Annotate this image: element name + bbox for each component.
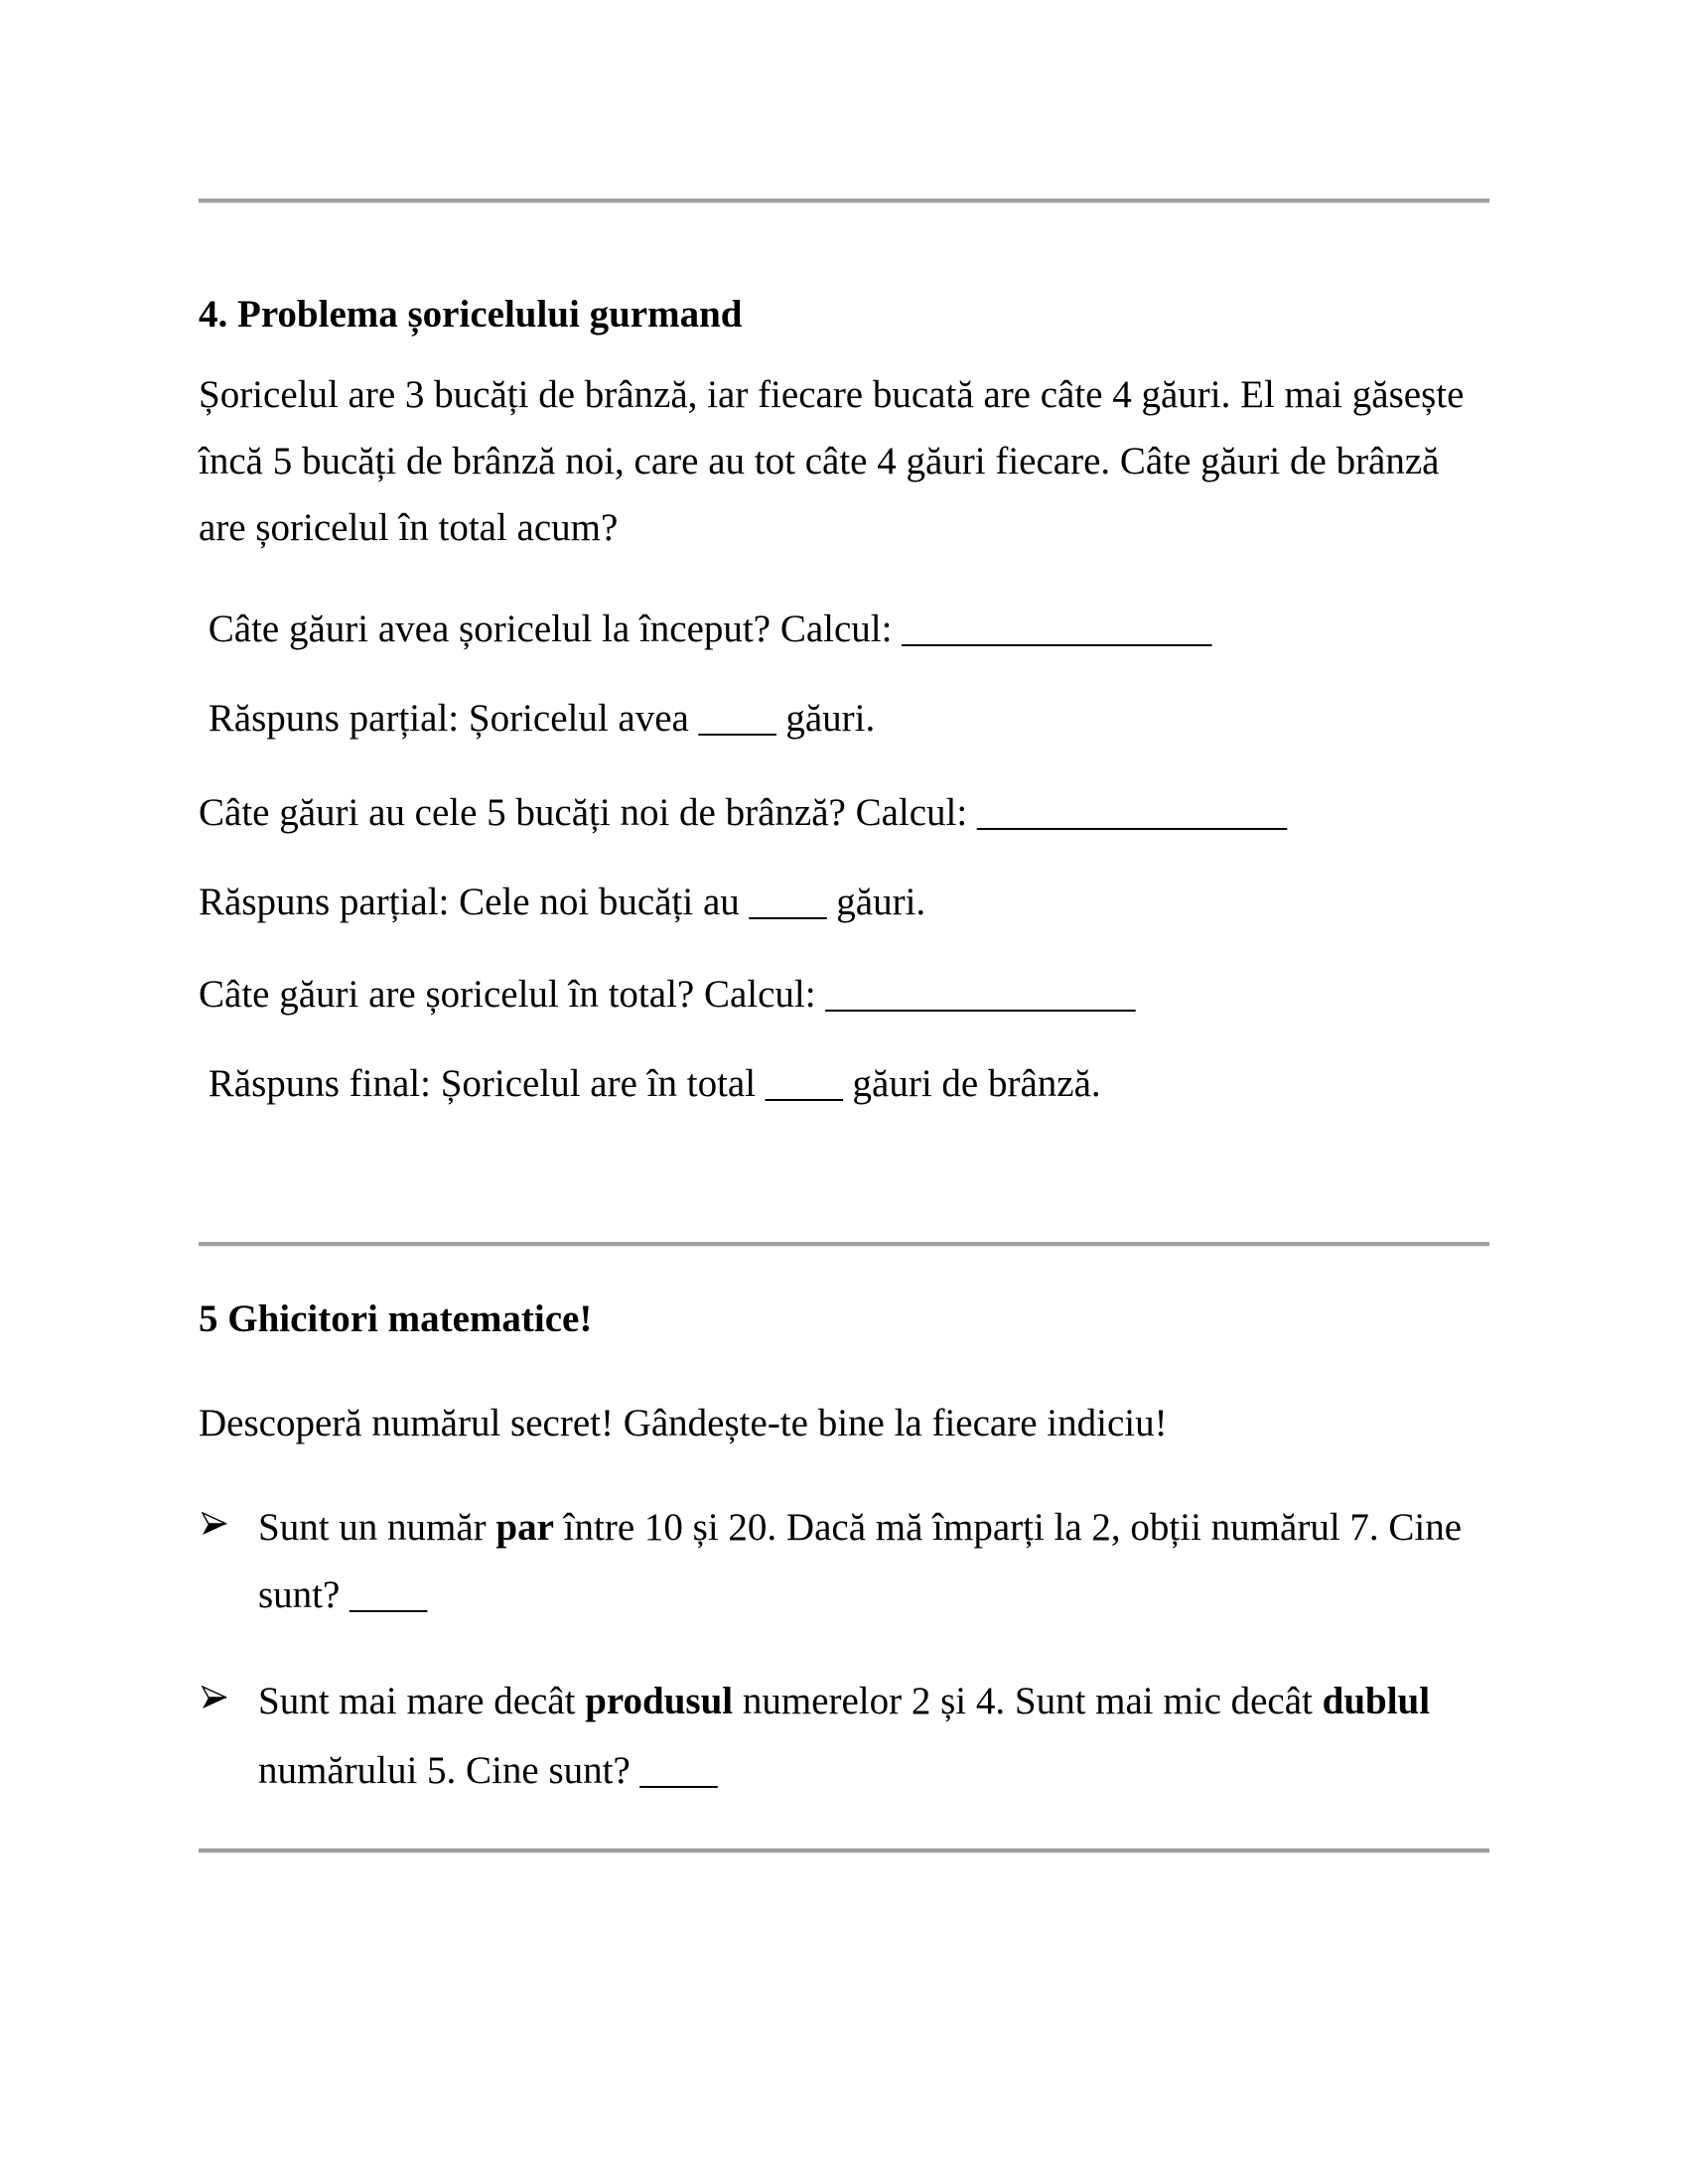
section-title: 4. Problema șoricelului gurmand	[199, 293, 743, 336]
horizontal-rule-bottom	[199, 1848, 1489, 1853]
arrowhead-bullet-icon	[202, 1511, 227, 1537]
step-final-answer: Răspuns final: Șoricelul are în total ____ găuri de brânză.	[199, 1062, 1101, 1105]
riddles-intro: Descoperă numărul secret! Gândește-te bine la fiecare indiciu!	[199, 1402, 1168, 1444]
riddle-text-line	[258, 1508, 1462, 1547]
arrowhead-bullet-icon	[202, 1685, 227, 1710]
problem-text-line: are șoricelul în total acum?	[199, 506, 619, 549]
horizontal-rule-top	[199, 199, 1489, 204]
horizontal-rule-middle	[199, 1242, 1489, 1247]
section-title: 5 Ghicitori matematice!	[199, 1297, 593, 1340]
riddle-answer-line: sunt? ____	[258, 1573, 428, 1616]
problem-text-line: încă 5 bucăți de brânză noi, care au tot câte 4 găuri fiecare. Câte găuri de brânză	[199, 440, 1440, 482]
riddle-text-line	[258, 1682, 1430, 1720]
riddle-answer-line: numărului 5. Cine sunt? ____	[258, 1749, 718, 1792]
text: Sunt mai mare decât	[258, 1680, 586, 1722]
bold-keyword: produsul	[585, 1680, 734, 1722]
bold-keyword: dublul	[1322, 1680, 1431, 1722]
text: între 10 și 20. Dacă mă împarți la 2, obții numărul 7. Cine	[553, 1506, 1463, 1549]
step-partial-answer-new: Răspuns parțial: Cele noi bucăți au ____ găuri.	[199, 881, 926, 923]
step-question-initial-holes: Câte găuri avea șoricelul la început? Calcul: ________________	[199, 608, 1212, 650]
bold-keyword: par	[495, 1506, 554, 1549]
step-partial-answer-initial: Răspuns parțial: Șoricelul avea ____ găuri.	[199, 697, 876, 740]
problem-text-line: Șoricelul are 3 bucăți de brânză, iar fiecare bucată are câte 4 găuri. El mai găsește	[199, 373, 1465, 416]
step-question-new-pieces: Câte găuri au cele 5 bucăți noi de brânză? Calcul: ________________	[199, 791, 1287, 834]
step-question-total: Câte găuri are șoricelul în total? Calcul: ________________	[199, 973, 1136, 1016]
text: Sunt un număr	[258, 1506, 496, 1549]
text: numerelor 2 și 4. Sunt mai mic decât	[733, 1680, 1323, 1722]
